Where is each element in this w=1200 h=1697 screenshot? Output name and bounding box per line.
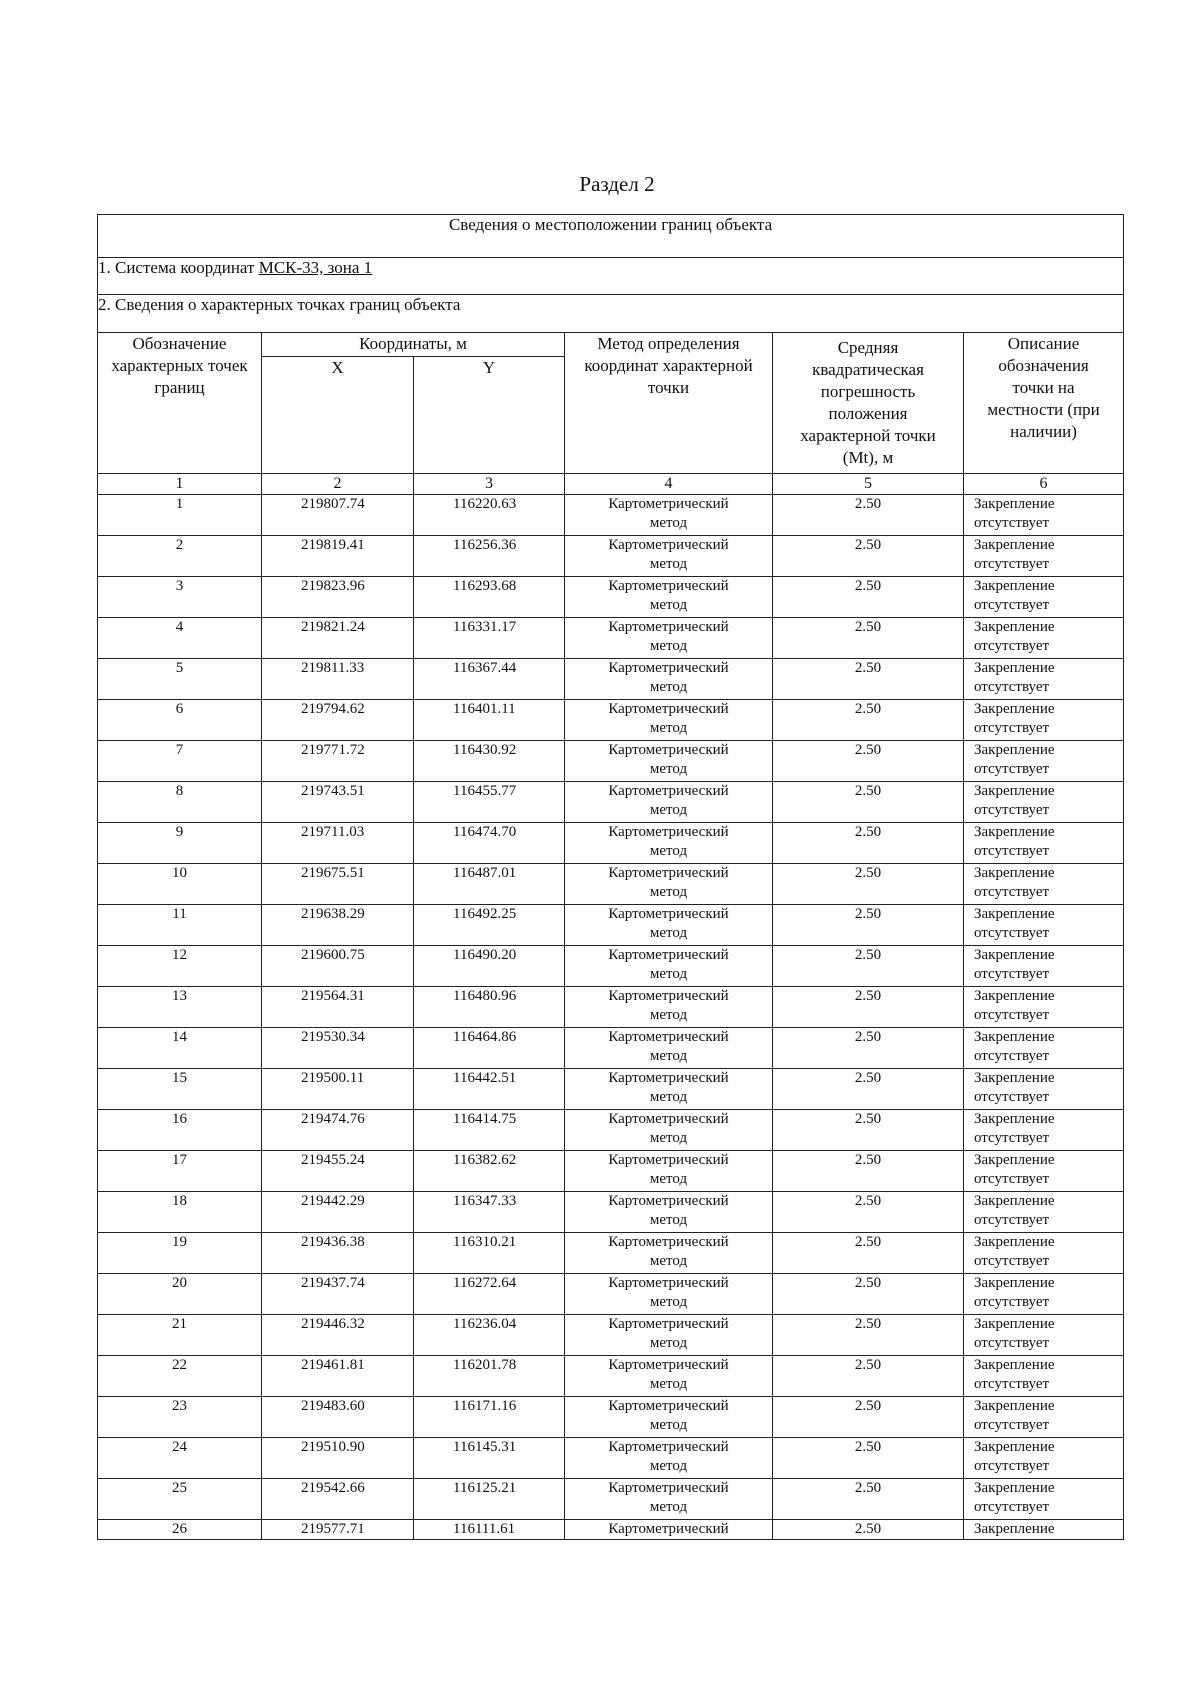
table-row — [98, 495, 1124, 536]
coordinate-x: 219771.72 — [262, 741, 414, 782]
coordinate-x: 219510.90 — [262, 1438, 414, 1479]
coordinate-x: 219437.74 — [262, 1274, 414, 1315]
method: Картометрический метод — [565, 987, 773, 1028]
mean-square-error: 2.50 — [773, 1397, 964, 1438]
point-number: 7 — [98, 741, 262, 782]
point-description: Закрепление отсутствует — [964, 987, 1124, 1028]
coordinate-x: 219461.81 — [262, 1356, 414, 1397]
coordinate-x: 219500.11 — [262, 1069, 414, 1110]
coordinate-y: 116430.92 — [414, 741, 565, 782]
method: Картометрический метод — [565, 1274, 773, 1315]
coordinate-y: 116464.86 — [414, 1028, 565, 1069]
point-number: 19 — [98, 1233, 262, 1274]
point-number: 24 — [98, 1438, 262, 1479]
mean-square-error: 2.50 — [773, 495, 964, 536]
point-description: Закрепление отсутствует — [964, 618, 1124, 659]
mean-square-error: 2.50 — [773, 1274, 964, 1315]
point-description: Закрепление отсутствует — [964, 1233, 1124, 1274]
coordinate-x: 219436.38 — [262, 1233, 414, 1274]
point-number: 20 — [98, 1274, 262, 1315]
table-row — [98, 823, 1124, 864]
method: Картометрический метод — [565, 864, 773, 905]
coordinate-x: 219807.74 — [262, 495, 414, 536]
point-description: Закрепление отсутствует — [964, 905, 1124, 946]
point-description: Закрепление отсутствует — [964, 659, 1124, 700]
coordinate-y: 116487.01 — [414, 864, 565, 905]
mean-square-error: 2.50 — [773, 1110, 964, 1151]
method: Картометрический метод — [565, 495, 773, 536]
coordinate-y: 116236.04 — [414, 1315, 565, 1356]
method: Картометрический — [565, 1520, 773, 1540]
point-number: 21 — [98, 1315, 262, 1356]
point-number: 3 — [98, 577, 262, 618]
point-number: 12 — [98, 946, 262, 987]
point-number: 25 — [98, 1479, 262, 1520]
table-row — [98, 905, 1124, 946]
table-row — [98, 659, 1124, 700]
point-description: Закрепление отсутствует — [964, 536, 1124, 577]
point-description: Закрепление отсутствует — [964, 495, 1124, 536]
coordinate-x: 219577.71 — [262, 1520, 414, 1540]
coordinate-x: 219455.24 — [262, 1151, 414, 1192]
mean-square-error: 2.50 — [773, 823, 964, 864]
point-number: 18 — [98, 1192, 262, 1233]
coordinate-x: 219819.41 — [262, 536, 414, 577]
method: Картометрический метод — [565, 1233, 773, 1274]
method: Картометрический метод — [565, 1397, 773, 1438]
table-row — [98, 1233, 1124, 1274]
coordinate-y: 116331.17 — [414, 618, 565, 659]
coordinate-system-value: МСК-33, зона 1 — [258, 258, 373, 277]
mean-square-error: 2.50 — [773, 1315, 964, 1356]
point-number: 6 — [98, 700, 262, 741]
point-number: 9 — [98, 823, 262, 864]
coordinate-y: 116480.96 — [414, 987, 565, 1028]
mean-square-error: 2.50 — [773, 1479, 964, 1520]
point-number: 1 — [98, 495, 262, 536]
coordinate-y: 116145.31 — [414, 1438, 565, 1479]
coordinate-y: 116347.33 — [414, 1192, 565, 1233]
mean-square-error: 2.50 — [773, 577, 964, 618]
mean-square-error: 2.50 — [773, 782, 964, 823]
coordinate-x: 219446.32 — [262, 1315, 414, 1356]
header-method: Метод определения координат характерной точки — [565, 333, 773, 474]
column-number: 2 — [262, 474, 414, 495]
coordinate-x: 219821.24 — [262, 618, 414, 659]
point-number: 26 — [98, 1520, 262, 1540]
point-description: Закрепление отсутствует — [964, 946, 1124, 987]
mean-square-error: 2.50 — [773, 1192, 964, 1233]
mean-square-error: 2.50 — [773, 618, 964, 659]
coordinate-x: 219530.34 — [262, 1028, 414, 1069]
method: Картометрический метод — [565, 577, 773, 618]
table-row — [98, 1192, 1124, 1233]
column-numbers-row — [98, 474, 1124, 495]
method: Картометрический метод — [565, 741, 773, 782]
coordinate-system-label: 1. Система координат — [98, 258, 259, 277]
coordinate-x: 219811.33 — [262, 659, 414, 700]
table-row — [98, 987, 1124, 1028]
coordinate-y: 116111.61 — [414, 1520, 565, 1540]
table-row — [98, 577, 1124, 618]
table-row — [98, 1069, 1124, 1110]
coordinate-x: 219638.29 — [262, 905, 414, 946]
table-row — [98, 536, 1124, 577]
point-number: 10 — [98, 864, 262, 905]
point-description: Закрепление отсутствует — [964, 1438, 1124, 1479]
point-description: Закрепление отсутствует — [964, 1397, 1124, 1438]
coordinate-y: 116382.62 — [414, 1151, 565, 1192]
coordinate-y: 116220.63 — [414, 495, 565, 536]
method: Картометрический метод — [565, 1192, 773, 1233]
point-description: Закрепление отсутствует — [964, 1192, 1124, 1233]
point-number: 15 — [98, 1069, 262, 1110]
mean-square-error: 2.50 — [773, 905, 964, 946]
mean-square-error: 2.50 — [773, 1233, 964, 1274]
point-description: Закрепление отсутствует — [964, 1274, 1124, 1315]
coordinate-x: 219675.51 — [262, 864, 414, 905]
coordinate-y: 116310.21 — [414, 1233, 565, 1274]
coordinate-y: 116125.21 — [414, 1479, 565, 1520]
coordinate-y: 116367.44 — [414, 659, 565, 700]
coordinate-x: 219823.96 — [262, 577, 414, 618]
point-number: 16 — [98, 1110, 262, 1151]
coordinate-y: 116293.68 — [414, 577, 565, 618]
column-number: 5 — [773, 474, 964, 495]
header-designation: Обозначение характерных точек границ — [98, 333, 262, 474]
mean-square-error: 2.50 — [773, 946, 964, 987]
table-row — [98, 782, 1124, 823]
coordinate-y: 116201.78 — [414, 1356, 565, 1397]
coordinate-y: 116414.75 — [414, 1110, 565, 1151]
method: Картометрический метод — [565, 618, 773, 659]
coordinate-y: 116256.36 — [414, 536, 565, 577]
coordinate-x: 219483.60 — [262, 1397, 414, 1438]
method: Картометрический метод — [565, 659, 773, 700]
table-row — [98, 1356, 1124, 1397]
coordinate-y: 116171.16 — [414, 1397, 565, 1438]
table-row — [98, 1274, 1124, 1315]
header-error-text: Средняя квадратическая погрешность положения характерной точки (Mt), м — [800, 338, 936, 467]
mean-square-error: 2.50 — [773, 1356, 964, 1397]
mean-square-error: 2.50 — [773, 1069, 964, 1110]
method: Картометрический метод — [565, 1356, 773, 1397]
table-row — [98, 1479, 1124, 1520]
point-number: 5 — [98, 659, 262, 700]
mean-square-error: 2.50 — [773, 1151, 964, 1192]
coordinate-y: 116401.11 — [414, 700, 565, 741]
point-number: 2 — [98, 536, 262, 577]
point-number: 8 — [98, 782, 262, 823]
method: Картометрический метод — [565, 946, 773, 987]
mean-square-error: 2.50 — [773, 659, 964, 700]
coordinate-y: 116492.25 — [414, 905, 565, 946]
table-row — [98, 741, 1124, 782]
table-row — [98, 1397, 1124, 1438]
point-number: 22 — [98, 1356, 262, 1397]
point-number: 23 — [98, 1397, 262, 1438]
method: Картометрический метод — [565, 1151, 773, 1192]
mean-square-error: 2.50 — [773, 1520, 964, 1540]
table-row — [98, 700, 1124, 741]
table-row — [98, 1520, 1124, 1540]
method: Картометрический метод — [565, 782, 773, 823]
coordinate-x: 219474.76 — [262, 1110, 414, 1151]
column-number: 6 — [964, 474, 1124, 495]
coordinate-x: 219542.66 — [262, 1479, 414, 1520]
point-description: Закрепление отсутствует — [964, 1069, 1124, 1110]
method: Картометрический метод — [565, 1315, 773, 1356]
header-y: Y — [414, 356, 565, 474]
point-description: Закрепление отсутствует — [964, 577, 1124, 618]
table-row — [98, 1315, 1124, 1356]
point-number: 11 — [98, 905, 262, 946]
mean-square-error: 2.50 — [773, 700, 964, 741]
header-x: X — [262, 356, 414, 474]
method: Картометрический метод — [565, 905, 773, 946]
point-description: Закрепление отсутствует — [964, 1315, 1124, 1356]
method: Картометрический метод — [565, 823, 773, 864]
point-description: Закрепление отсутствует — [964, 700, 1124, 741]
table-title: Сведения о местоположении границ объекта — [98, 215, 1124, 258]
point-description: Закрепление отсутствует — [964, 823, 1124, 864]
header-coordinates: Координаты, м — [262, 333, 565, 357]
method: Картометрический метод — [565, 536, 773, 577]
table-row — [98, 946, 1124, 987]
mean-square-error: 2.50 — [773, 536, 964, 577]
coordinate-y: 116442.51 — [414, 1069, 565, 1110]
table-row — [98, 1110, 1124, 1151]
method: Картометрический метод — [565, 1069, 773, 1110]
coordinate-y: 116272.64 — [414, 1274, 565, 1315]
mean-square-error: 2.50 — [773, 987, 964, 1028]
coordinate-x: 219711.03 — [262, 823, 414, 864]
coordinate-y: 116474.70 — [414, 823, 565, 864]
coordinate-y: 116455.77 — [414, 782, 565, 823]
mean-square-error: 2.50 — [773, 1438, 964, 1479]
method: Картометрический метод — [565, 1028, 773, 1069]
point-description: Закрепление — [964, 1520, 1124, 1540]
points-heading: 2. Сведения о характерных точках границ объекта — [98, 295, 1124, 333]
point-description: Закрепление отсутствует — [964, 1028, 1124, 1069]
point-description: Закрепление отсутствует — [964, 782, 1124, 823]
table-row — [98, 1151, 1124, 1192]
header-description: Описание обозначения точки на местности (при наличии) — [964, 333, 1124, 474]
method: Картометрический метод — [565, 700, 773, 741]
point-description: Закрепление отсутствует — [964, 741, 1124, 782]
point-number: 13 — [98, 987, 262, 1028]
column-number: 3 — [414, 474, 565, 495]
coordinate-x: 219600.75 — [262, 946, 414, 987]
method: Картометрический метод — [565, 1110, 773, 1151]
point-description: Закрепление отсутствует — [964, 864, 1124, 905]
column-number: 4 — [565, 474, 773, 495]
mean-square-error: 2.50 — [773, 1028, 964, 1069]
method: Картометрический метод — [565, 1479, 773, 1520]
table-row — [98, 1438, 1124, 1479]
mean-square-error: 2.50 — [773, 741, 964, 782]
coordinate-x: 219564.31 — [262, 987, 414, 1028]
point-number: 14 — [98, 1028, 262, 1069]
coordinate-x: 219794.62 — [262, 700, 414, 741]
table-row — [98, 618, 1124, 659]
point-description: Закрепление отсутствует — [964, 1110, 1124, 1151]
coordinate-x: 219442.29 — [262, 1192, 414, 1233]
header-error — [773, 333, 964, 474]
section-title: Раздел 2 — [579, 172, 655, 196]
point-number: 4 — [98, 618, 262, 659]
table-row — [98, 1028, 1124, 1069]
point-description: Закрепление отсутствует — [964, 1356, 1124, 1397]
coordinate-y: 116490.20 — [414, 946, 565, 987]
table-row — [98, 864, 1124, 905]
coordinate-system-line — [98, 258, 1124, 295]
boundary-points-table — [97, 214, 1124, 1540]
coordinate-x: 219743.51 — [262, 782, 414, 823]
point-description: Закрепление отсутствует — [964, 1479, 1124, 1520]
column-number: 1 — [98, 474, 262, 495]
method: Картометрический метод — [565, 1438, 773, 1479]
point-description: Закрепление отсутствует — [964, 1151, 1124, 1192]
mean-square-error: 2.50 — [773, 864, 964, 905]
point-number: 17 — [98, 1151, 262, 1192]
